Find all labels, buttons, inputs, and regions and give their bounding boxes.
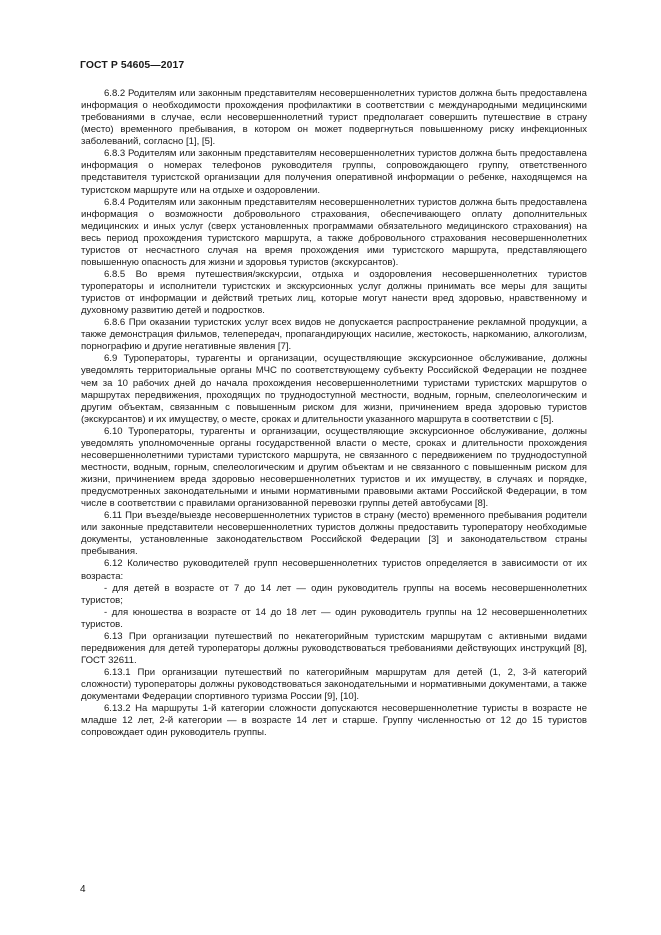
paragraph-6-11: 6.11 При въезде/выезде несовершеннолетних туристов в страну (место) временного пребывания родители или законные представители несовершеннолетних туристов должны предоставить туроператору необходимые документы, установленные законодательством Российской Федерации [3] и законодательством страны пребывания. xyxy=(81,510,587,558)
paragraph-6-13-2: 6.13.2 На маршруты 1-й категории сложности допускаются несовершеннолетние туристы в возрасте не младше 12 лет, 2-й категории — в возрасте 14 лет и старше. Группу численностью от 12 до 15 туристов сопровождает один руководитель группы. xyxy=(81,703,587,739)
paragraph-6-8-4: 6.8.4 Родителям или законным представителям несовершеннолетних туристов должна быть предоставлена информация о возможности добровольного страхования, обеспечивающего оплату дополнительных медицинских и иных услуг (сверх установленных программами обязательного медицинского страхования) на весь период прохождения туристского маршрута, а также добровольного страхования несовершеннолетних туристов от несчастного случая на время прохождения ими туристского маршрута, представляющего повышенную опасность для жизни и здоровья туристов (экскурсантов). xyxy=(81,196,587,268)
paragraph-6-8-6: 6.8.6 При оказании туристских услуг всех видов не допускается распространение рекламной продукции, а также демонстрация фильмов, телепередач, пропагандирующих насилие, жестокость, наркоманию, алкоголизм, порнографию и другие негативные явления [7]. xyxy=(81,317,587,353)
paragraph-6-8-2: 6.8.2 Родителям или законным представителям несовершеннолетних туристов должна быть предоставлена информация о необходимости прохождения профилактики в соответствии с международными медицинскими требованиями в случае, если несовершеннолетний турист предполагает совершить путешествие в страну (место) временного пребывания, в котором он может подвергнуться повышенному риску инфекционных заболеваний, согласно [1], [5]. xyxy=(81,88,587,148)
paragraph-6-8-5: 6.8.5 Во время путешествия/экскурсии, отдыха и оздоровления несовершеннолетних туристов туроператоры и исполнители туристских и экскурсионных услуг должны принимать все меры для защиты туристов от информации и действий третьих лиц, которые могут нанести вред здоровью, нравственному и духовному развитию детей и подростков. xyxy=(81,268,587,317)
list-item-youth: - для юношества в возрасте от 14 до 18 лет — один руководитель группы на 12 несовершеннолетних туристов. xyxy=(81,606,587,630)
document-body xyxy=(81,88,587,739)
list-item-children: - для детей в возрасте от 7 до 14 лет — один руководитель группы на восемь несовершеннолетних туристов; xyxy=(81,582,587,606)
standard-header: ГОСТ Р 54605—2017 xyxy=(80,60,185,71)
paragraph-6-9: 6.9 Туроператоры, турагенты и организации, осуществляющие экскурсионное обслуживание, должны уведомлять территориальные органы МЧС по соответствующему субъекту Российской Федерации не позднее чем за 10 рабочих дней до начала прохождения несовершеннолетними туристами туристских маршрутов о маршрутах передвижения, проходящих по труднодоступной местности, водным, горным, спелеологическим и другим объектам, связанным с повышенным риском для жизни, причинением вреда здоровью туристов (экскурсантов) и их имуществу, о месте, сроках и длительности указанного маршрута в соответствии с [5]. xyxy=(81,353,587,425)
paragraph-6-13-1: 6.13.1 При организации путешествий по категорийным маршрутам для детей (1, 2, 3-й категорий сложности) туроператоры должны руководствоваться законодательными и нормативными документами, а также документами Федерации спортивного туризма России [9], [10]. xyxy=(81,667,587,703)
paragraph-6-12: 6.12 Количество руководителей групп несовершеннолетних туристов определяется в зависимости от их возраста: xyxy=(81,558,587,582)
paragraph-6-10: 6.10 Туроператоры, турагенты и организации, осуществляющие экскурсионное обслуживание, должны уведомлять уполномоченные органы государственной власти о месте, сроках и длительности прохождения несовершеннолетними туристами туристского маршрута, не связанного с передвижением по труднодоступной местности, водным, горным, спелеологическим и другим объектам и не связанного с повышенным риском для жизни, причинением вреда здоровью несовершеннолетних туристов и их имуществу, в случаях и порядке, предусмотренных законодательными и иными нормативными правовыми актами Российской Федерации, в том числе в соответствии с правилами организованной перевозки группы детей автобусами [8]. xyxy=(81,425,587,510)
page-number: 4 xyxy=(80,884,86,895)
paragraph-6-8-3: 6.8.3 Родителям или законным представителям несовершеннолетних туристов должна быть предоставлена информация о номерах телефонов руководителя группы, сопровождающего группу, ответственного представителя туристской организации для получения оперативной информации о ребенке, находящемся на туристском маршруте или на отдыхе и оздоровлении. xyxy=(81,148,587,196)
paragraph-6-13: 6.13 При организации путешествий по некатегорийным туристским маршрутам с активными видами передвижения для детей туроператоры должны руководствоваться требованиями действующих инструкций [8], ГОСТ 32611. xyxy=(81,630,587,666)
